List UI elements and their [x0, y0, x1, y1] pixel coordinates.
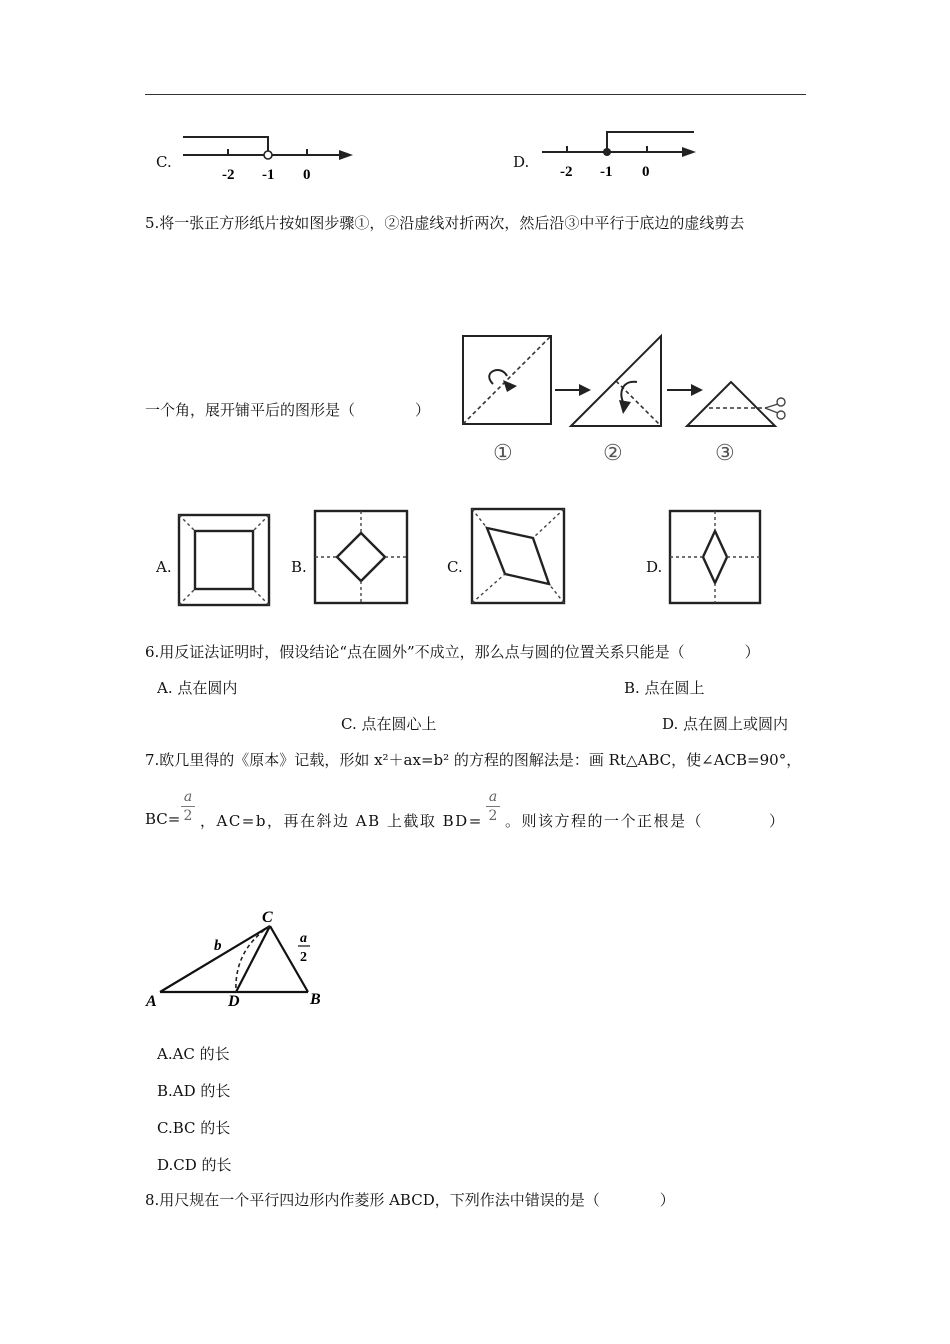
side-label-b: b: [214, 938, 222, 954]
closed-circle-point: [603, 148, 611, 156]
fold-line: [463, 336, 551, 424]
vertex-label-d: D: [228, 993, 240, 1010]
q7-option-b[interactable]: B.AD 的长: [157, 1082, 231, 1100]
vertex-label-b: B: [310, 991, 321, 1008]
open-circle-point: [264, 151, 272, 159]
arrow-head-icon: [339, 150, 353, 160]
step-label: ③: [715, 440, 735, 465]
q5-option-c-figure[interactable]: [469, 506, 567, 606]
q4-option-c-label[interactable]: C.: [156, 153, 172, 171]
header-rule: [145, 94, 806, 95]
step-label: ①: [493, 440, 513, 465]
q7-option-d[interactable]: D.CD 的长: [157, 1156, 232, 1174]
vertex-label-c: C: [262, 909, 273, 926]
q4-option-d-label[interactable]: D.: [513, 153, 530, 171]
solution-ray: [183, 137, 268, 151]
step-label: ②: [603, 440, 623, 465]
q6-option-d[interactable]: D. 点在圆上或圆内: [662, 715, 789, 733]
q5-folding-steps-figure: [455, 322, 795, 470]
q5-option-b-figure[interactable]: [312, 508, 410, 606]
arrow-head-icon: [682, 147, 696, 157]
q5-option-d-label[interactable]: D.: [646, 558, 663, 576]
q7-option-c[interactable]: C.BC 的长: [157, 1119, 231, 1137]
q5-option-b-label[interactable]: B.: [291, 558, 307, 576]
side-label-a: a: [300, 931, 307, 946]
q4-option-d-number-line: [538, 124, 703, 182]
q5-stem-line1: 5.将一张正方形纸片按如图步骤①，②沿虚线对折两次，然后沿③中平行于底边的虚线剪去: [145, 214, 745, 232]
tick-label: -2: [222, 167, 235, 183]
q5-option-c-label[interactable]: C.: [447, 558, 463, 576]
q6-option-b[interactable]: B. 点在圆上: [624, 679, 705, 697]
q7-fraction-a-over-2: a 2: [181, 790, 195, 823]
tick-label: -1: [600, 164, 613, 180]
q6-option-c[interactable]: C. 点在圆心上: [341, 715, 437, 733]
fold-arrow-head-icon: [503, 380, 517, 392]
q7-option-a[interactable]: A.AC 的长: [157, 1045, 230, 1063]
q4-option-c-number-line: [175, 127, 360, 185]
q5-option-a-figure[interactable]: [176, 512, 272, 608]
tick-label: -2: [560, 164, 573, 180]
q7-fraction-a-over-2: a 2: [486, 790, 500, 823]
q6-option-a[interactable]: A. 点在圆内: [157, 679, 238, 697]
q5-stem-line2: 一个角，展开铺平后的图形是（ ）: [145, 401, 431, 419]
tick-label: 0: [303, 167, 311, 183]
side-label-2: 2: [300, 950, 307, 965]
vertex-label-a: A: [146, 993, 157, 1010]
scissors-icon: [777, 398, 785, 406]
step-arrow-head-icon: [691, 384, 703, 396]
q6-stem: 6.用反证法证明时，假设结论“点在圆外”不成立，那么点与圆的位置关系只能是（ ）: [145, 643, 760, 661]
q7-triangle-figure: [142, 902, 337, 1010]
tick-label: 0: [642, 164, 650, 180]
q7-bc-prefix: BC=: [145, 810, 181, 828]
q5-option-d-figure[interactable]: [667, 508, 763, 606]
solution-ray: [607, 132, 694, 148]
q7-stem-line1: 7.欧几里得的《原本》记载，形如 x²＋ax=b² 的方程的图解法是：画 Rt△ABC，使∠ACB=90°，: [145, 751, 802, 769]
step-arrow-head-icon: [579, 384, 591, 396]
scissors-icon: [777, 411, 785, 419]
q8-stem: 8.用尺规在一个平行四边形内作菱形 ABCD，下列作法中错误的是（ ）: [145, 1191, 675, 1209]
fold-arrow-head-icon: [619, 400, 631, 414]
q5-option-a-label[interactable]: A.: [156, 558, 172, 576]
q7-stem-suffix: 。则该方程的一个正根是（ ）: [505, 812, 786, 830]
q7-stem-middle: ，AC=b，再在斜边 AB 上截取 BD=: [200, 812, 483, 830]
tick-label: -1: [262, 167, 275, 183]
